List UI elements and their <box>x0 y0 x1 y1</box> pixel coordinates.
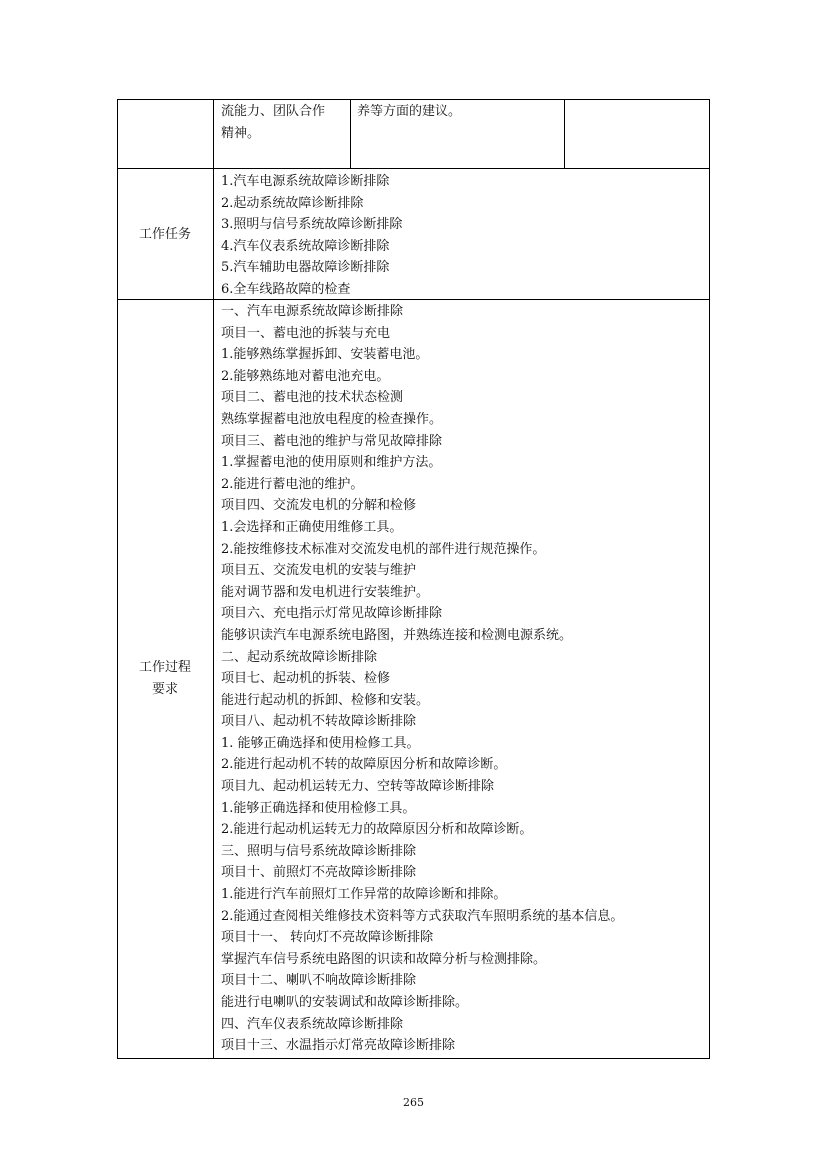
task-item: 6.全车线路故障的检查 <box>221 281 351 297</box>
task-item: 4.汽车仪表系统故障诊断排除 <box>221 238 390 254</box>
requirement-line: 熟练掌握蓄电池放电程度的检查操作。 <box>221 411 443 427</box>
requirement-line: 项目二、蓄电池的技术状态检测 <box>221 390 404 406</box>
requirement-line: 项目三、蓄电池的维护与常见故障排除 <box>221 433 443 449</box>
requirement-line: 能对调节器和发电机进行安装维护。 <box>221 584 430 600</box>
text-line: 养等方面的建议。 <box>357 104 462 119</box>
requirement-line: 1.能进行汽车前照灯工作异常的故障诊断和排除。 <box>221 887 507 903</box>
requirement-line: 掌握汽车信号系统电路图的识读和故障分析与检测排除。 <box>221 951 547 967</box>
label-line: 要求 <box>151 682 178 697</box>
requirement-line: 项目六、充电指示灯常见故障诊断排除 <box>221 606 443 622</box>
requirement-line: 项目五、交流发电机的安装与维护 <box>221 563 417 579</box>
row-divider-1 <box>117 168 710 169</box>
requirement-line: 2.能进行起动机运转无力的故障原因分析和故障诊断。 <box>221 822 533 838</box>
row-divider-2 <box>117 299 710 300</box>
requirement-line: 项目十一、 转向灯不亮故障诊断排除 <box>221 930 434 946</box>
requirement-line: 三、照明与信号系统故障诊断排除 <box>221 843 417 859</box>
top-row-divider-b <box>564 99 565 168</box>
text-line: 精神。 <box>221 125 261 141</box>
requirement-line: 二、起动系统故障诊断排除 <box>221 649 378 665</box>
requirement-line: 项目十三、水温指示灯常亮故障诊断排除 <box>221 1038 456 1054</box>
requirement-line: 能够识读汽车电源系统电路图，并熟练连接和检测电源系统。 <box>221 627 573 643</box>
requirement-line: 项目十、前照灯不亮故障诊断排除 <box>221 865 417 881</box>
requirement-line: 1.会选择和正确使用维修工具。 <box>221 519 403 535</box>
label-line: 工作过程 <box>138 660 191 675</box>
requirement-line: 1. 能够正确选择和使用检修工具。 <box>221 735 420 751</box>
requirements-table <box>117 99 710 1059</box>
table-border-bottom <box>117 1058 710 1059</box>
work-tasks-list <box>221 171 402 301</box>
column-divider <box>213 99 214 1059</box>
requirement-line: 2.能进行蓄电池的维护。 <box>221 476 364 492</box>
requirement-line: 1.掌握蓄电池的使用原则和维护方法。 <box>221 455 442 471</box>
requirement-line: 项目九、起动机运转无力、空转等故障诊断排除 <box>221 779 495 795</box>
requirement-line: 项目四、交流发电机的分解和检修 <box>221 498 417 514</box>
process-requirements-label <box>117 657 213 701</box>
task-item: 5.汽车辅助电器故障诊断排除 <box>221 260 390 276</box>
requirement-line: 能进行起动机的拆卸、检修和安装。 <box>221 692 430 708</box>
requirement-line: 1.能够熟练掌握拆卸、安装蓄电池。 <box>221 347 429 363</box>
requirement-line: 项目十二、喇叭不响故障诊断排除 <box>221 973 417 989</box>
requirement-line: 2.能通过查阅相关维修技术资料等方式获取汽车照明系统的基本信息。 <box>221 908 624 924</box>
requirement-line: 项目八、起动机不转故障诊断排除 <box>221 714 417 730</box>
requirement-line: 一、汽车电源系统故障诊断排除 <box>221 304 404 319</box>
work-tasks-label <box>117 224 213 246</box>
requirement-line: 2.能进行起动机不转的故障原因分析和故障诊断。 <box>221 757 507 773</box>
task-item: 1.汽车电源系统故障诊断排除 <box>221 174 390 189</box>
task-item: 3.照明与信号系统故障诊断排除 <box>221 217 403 233</box>
text-line: 流能力、团队合作 <box>221 104 326 119</box>
process-requirements-content <box>221 301 623 1057</box>
requirement-line: 四、汽车仪表系统故障诊断排除 <box>221 1016 404 1032</box>
requirement-line: 2.能按维修技术标准对交流发电机的部件进行规范操作。 <box>221 541 546 557</box>
task-item: 2.起动系统故障诊断排除 <box>221 195 364 211</box>
requirement-line: 项目七、起动机的拆装、检修 <box>221 671 391 687</box>
table-border-right <box>709 99 710 1059</box>
top-row-divider-a <box>350 99 351 168</box>
requirement-line: 能进行电喇叭的安装调试和故障诊断排除。 <box>221 995 469 1010</box>
table-border-top <box>117 99 710 100</box>
requirement-line: 2.能够熟练地对蓄电池充电。 <box>221 368 390 384</box>
requirement-line: 1.能够正确选择和使用检修工具。 <box>221 800 416 816</box>
label-text: 工作任务 <box>138 227 191 242</box>
page-number: 265 <box>403 1096 424 1109</box>
requirement-line: 项目一、蓄电池的拆装与充电 <box>221 325 391 341</box>
top-row-col2 <box>221 101 325 144</box>
top-row-col3 <box>357 101 461 123</box>
